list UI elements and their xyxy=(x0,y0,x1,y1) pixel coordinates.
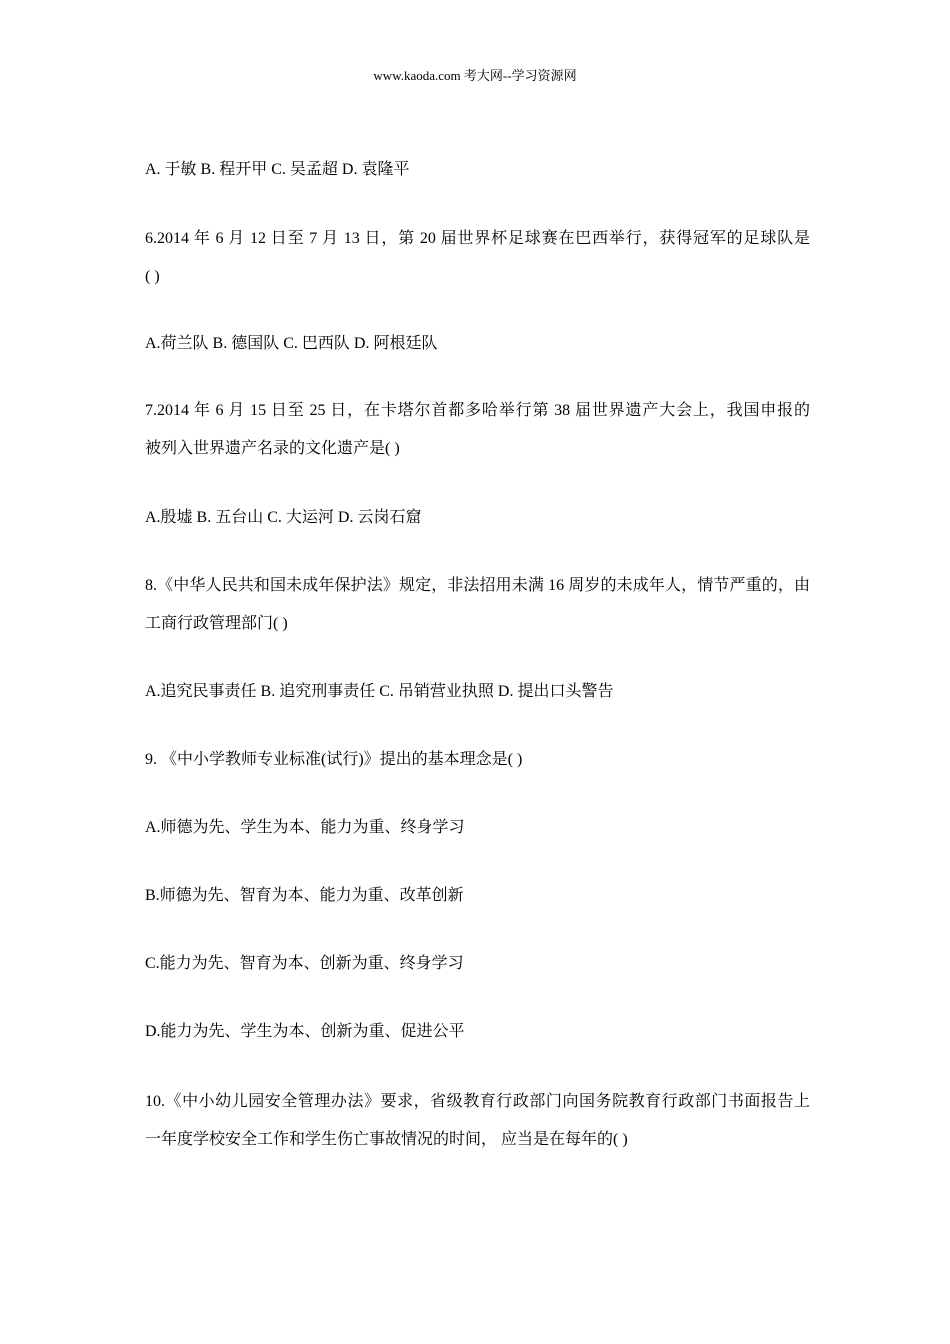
q7-question-line-2: 被列入世界遗产名录的文化遗产是( ) xyxy=(145,440,400,457)
q9-option-d: D.能力为先、学生为本、创新为重、促进公平 xyxy=(145,1023,465,1040)
q6-question-line-2: ( ) xyxy=(145,268,160,285)
q8-question-line-2: 工商行政管理部门( ) xyxy=(145,615,288,632)
q7-options: A.殷墟 B. 五台山 C. 大运河 D. 云岗石窟 xyxy=(145,509,422,526)
q9-option-a: A.师德为先、学生为本、能力为重、终身学习 xyxy=(145,819,465,836)
page-header: www.kaoda.com 考大网--学习资源网 xyxy=(373,68,577,83)
q9-option-b: B.师德为先、智育为本、能力为重、改革创新 xyxy=(145,887,464,904)
q9-question: 9. 《中小学教师专业标准(试行)》提出的基本理念是( ) xyxy=(145,751,523,768)
q6-options: A.荷兰队 B. 德国队 C. 巴西队 D. 阿根廷队 xyxy=(145,335,438,352)
q7-question-line-1: 7.2014 年 6 月 15 日至 25 日，在卡塔尔首都多哈举行第 38 届世界遗产大会上，我国申报的 xyxy=(145,402,810,419)
q10-question-line-1: 10.《中小幼儿园安全管理办法》要求，省级教育行政部门向国务院教育行政部门书面报告上 xyxy=(145,1093,810,1110)
q6-question-line-1: 6.2014 年 6 月 12 日至 7 月 13 日，第 20 届世界杯足球赛在巴西举行，获得冠军的足球队是 xyxy=(145,230,810,247)
q10-question-line-2: 一年度学校安全工作和学生伤亡事故情况的时间， 应当是在每年的( ) xyxy=(145,1131,628,1148)
q8-question-line-1: 8.《中华人民共和国未成年保护法》规定，非法招用未满 16 周岁的未成年人，情节严重的，由 xyxy=(145,577,810,594)
q5-options: A. 于敏 B. 程开甲 C. 吴孟超 D. 袁隆平 xyxy=(145,161,410,178)
q9-option-c: C.能力为先、智育为本、创新为重、终身学习 xyxy=(145,955,464,972)
q8-options: A.追究民事责任 B. 追究刑事责任 C. 吊销营业执照 D. 提出口头警告 xyxy=(145,683,614,700)
